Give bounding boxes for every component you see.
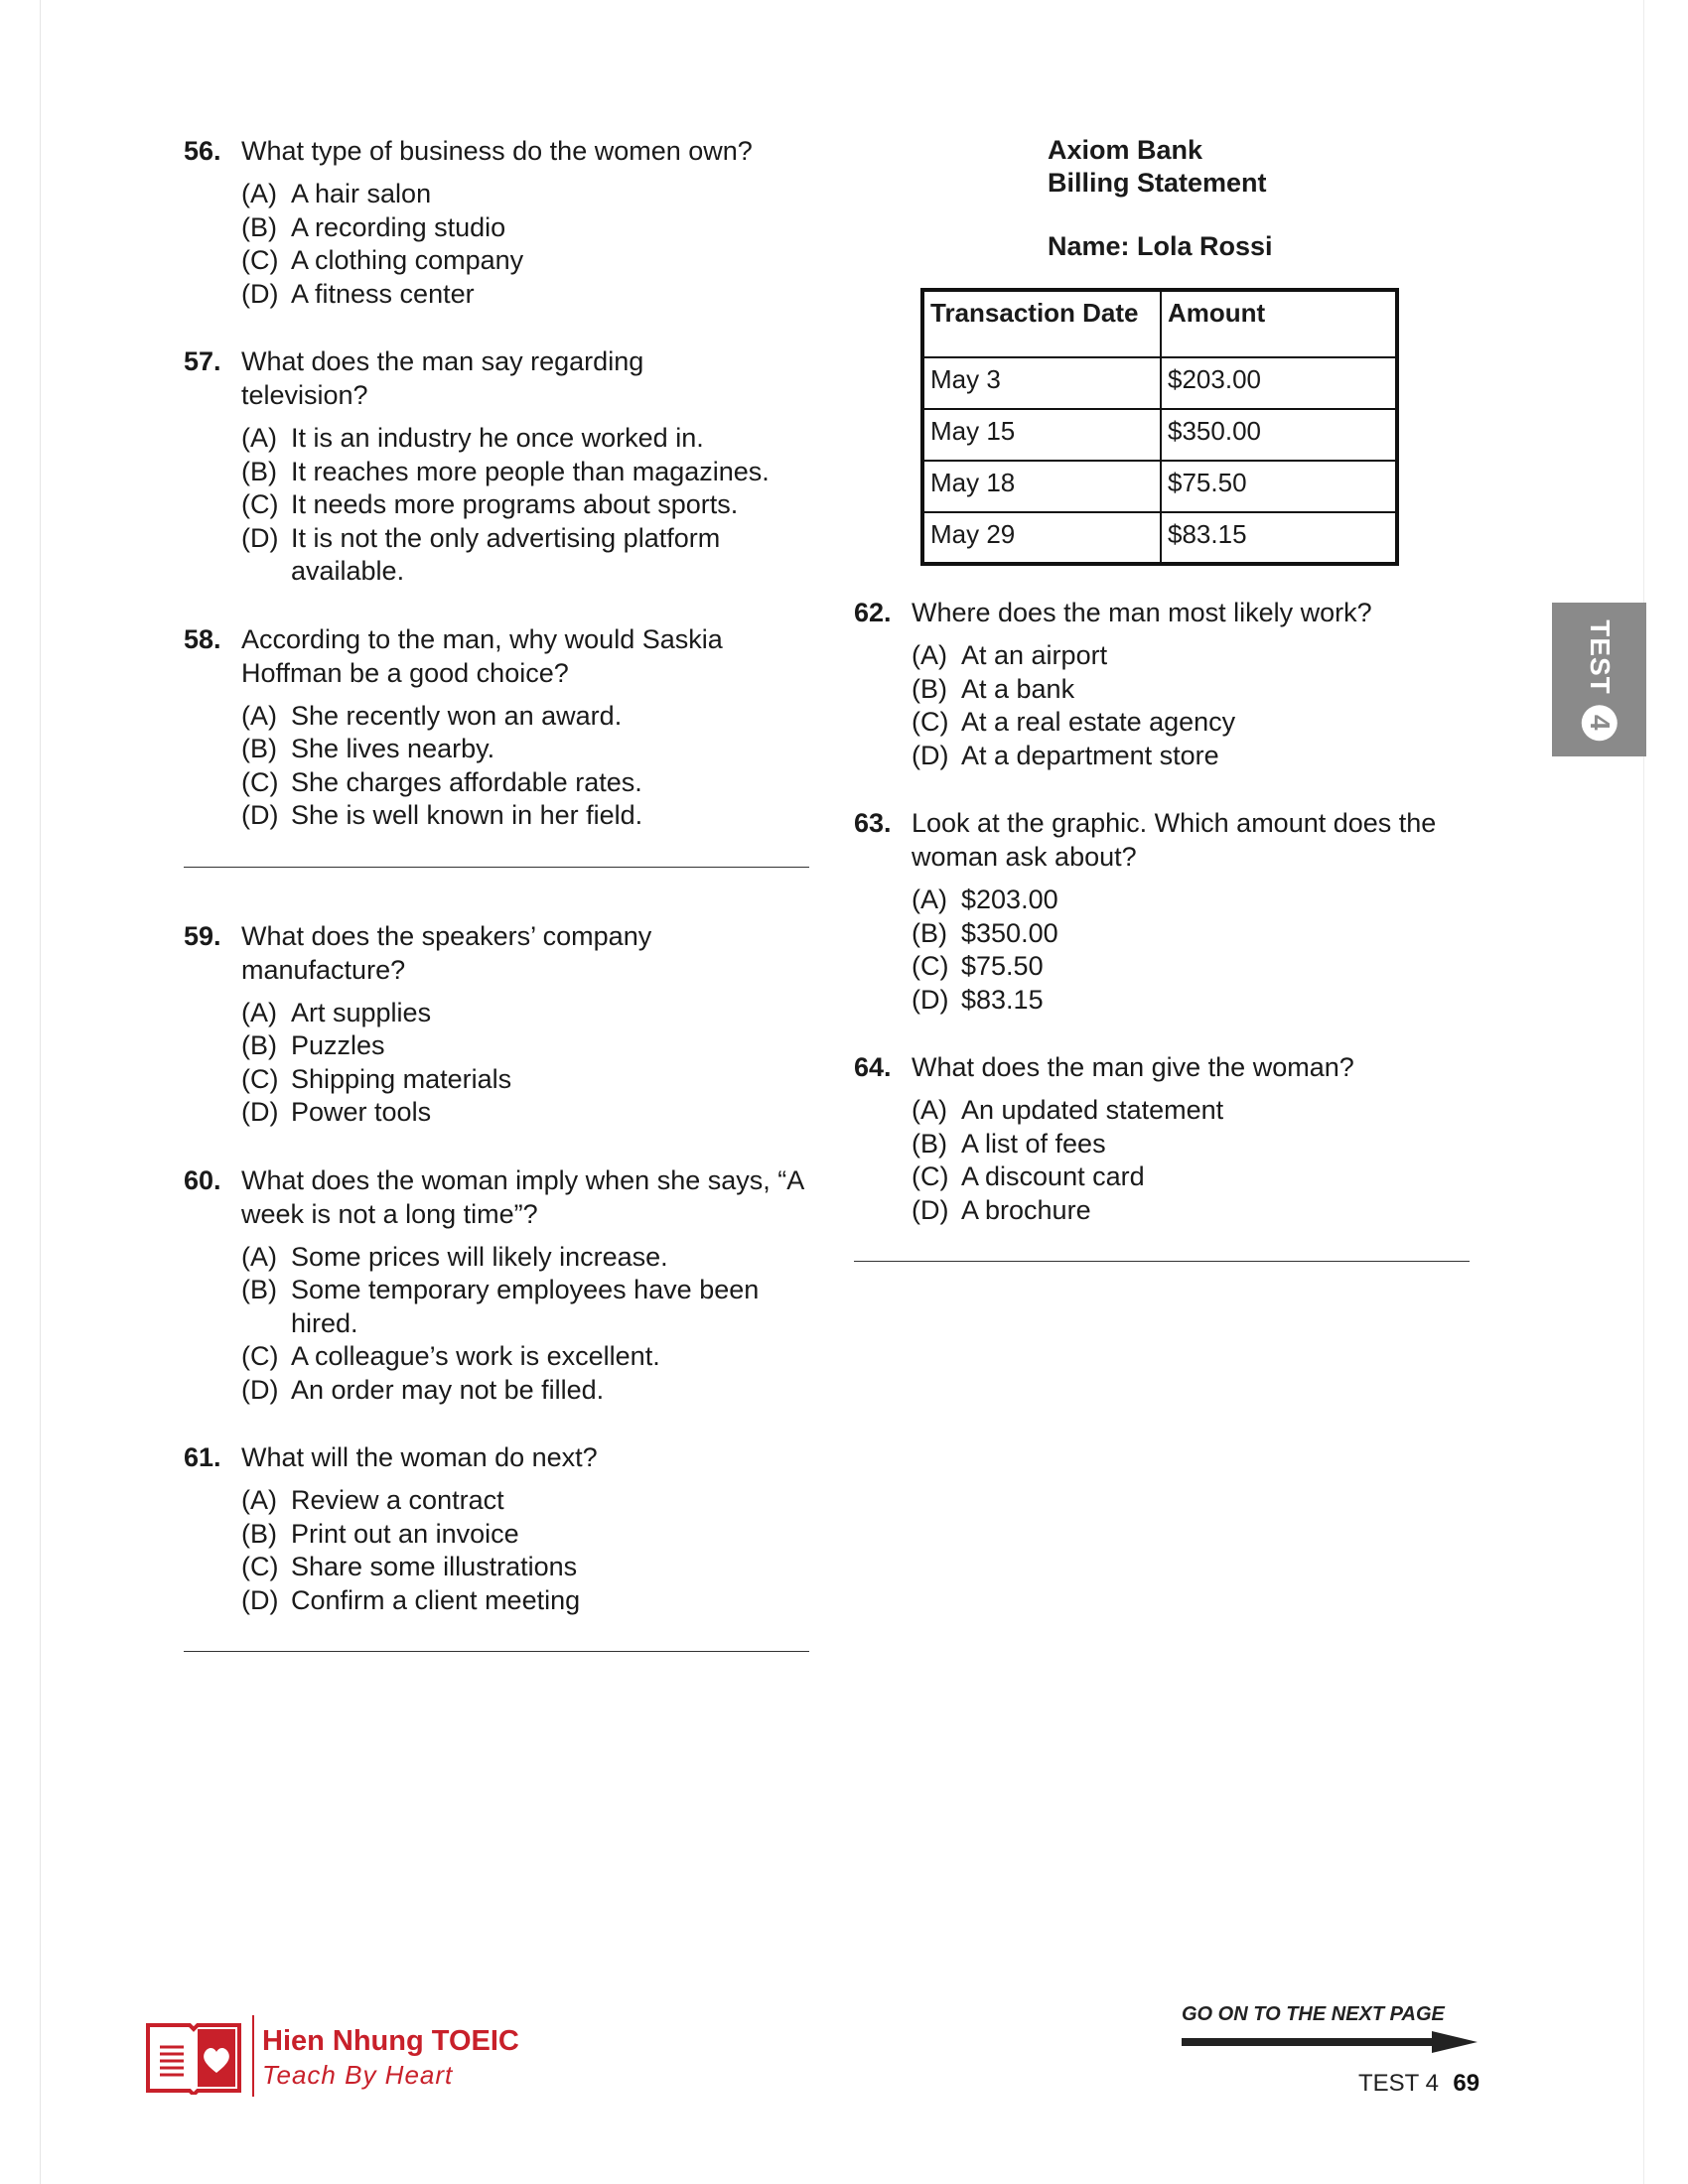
option-text: It is not the only advertising platform available. bbox=[291, 522, 721, 586]
table-row bbox=[922, 409, 1397, 461]
option-text: $203.00 bbox=[961, 885, 1058, 914]
customer-name: Name: Lola Rossi bbox=[1048, 231, 1273, 261]
section-divider bbox=[854, 1261, 1470, 1262]
tab-number-badge: 4 bbox=[1582, 704, 1618, 740]
option-b bbox=[912, 673, 1470, 707]
option-letter: (C) bbox=[912, 951, 949, 981]
question-57 bbox=[184, 344, 809, 589]
question-text: Look at the graphic. Which amount does the woman ask about? bbox=[912, 808, 1437, 872]
question-64 bbox=[854, 1050, 1470, 1227]
option-letter: (A) bbox=[241, 997, 277, 1027]
option-letter: (D) bbox=[912, 1194, 949, 1225]
option-text: A list of fees bbox=[961, 1128, 1106, 1159]
option-letter: (A) bbox=[241, 700, 277, 731]
option-letter: (D) bbox=[241, 1374, 279, 1405]
option-letter: (C) bbox=[241, 489, 279, 519]
option-letter: (C) bbox=[912, 707, 949, 737]
question-number: 60. bbox=[184, 1164, 221, 1195]
question-text: What does the speakers’ company manufacture? bbox=[241, 920, 652, 985]
option-letter: (C) bbox=[912, 1161, 949, 1191]
question-58 bbox=[184, 622, 809, 833]
page-footer bbox=[1358, 2070, 1479, 2098]
options-list bbox=[241, 700, 809, 833]
option-letter: (A) bbox=[241, 179, 277, 208]
option-letter: (C) bbox=[241, 1552, 279, 1581]
question-text: According to the man, why would Saskia Hoffman be a good choice? bbox=[241, 623, 723, 688]
option-d bbox=[241, 278, 809, 312]
option-letter: (B) bbox=[241, 456, 277, 486]
option-letter: (C) bbox=[241, 1341, 279, 1371]
book-heart-icon bbox=[144, 2017, 243, 2095]
option-c bbox=[241, 244, 809, 278]
table-row bbox=[922, 461, 1397, 512]
option-a bbox=[241, 1484, 809, 1518]
option-c bbox=[912, 706, 1470, 740]
brand-slogan: Teach By Heart bbox=[262, 2060, 454, 2090]
tab-label bbox=[1582, 619, 1618, 741]
option-text: Puzzles bbox=[291, 1030, 385, 1060]
option-text: An updated statement bbox=[961, 1095, 1224, 1125]
options-list bbox=[241, 997, 809, 1130]
option-text: A colleague’s work is excellent. bbox=[291, 1341, 660, 1371]
option-text: A brochure bbox=[961, 1194, 1091, 1225]
statement-title: Billing Statement bbox=[1048, 168, 1267, 198]
question-62 bbox=[854, 596, 1470, 772]
option-text: An order may not be filled. bbox=[291, 1374, 605, 1405]
options-list bbox=[912, 884, 1470, 1017]
option-c bbox=[241, 1551, 809, 1584]
option-d bbox=[912, 740, 1470, 773]
question-number: 62. bbox=[854, 598, 892, 627]
option-letter: (D) bbox=[241, 1584, 279, 1615]
option-text: At a bank bbox=[961, 673, 1075, 704]
option-a bbox=[241, 997, 809, 1030]
option-text: Art supplies bbox=[291, 997, 432, 1027]
option-b bbox=[241, 733, 809, 766]
question-number: 61. bbox=[184, 1442, 221, 1472]
option-letter: (B) bbox=[241, 1518, 277, 1549]
option-text: Print out an invoice bbox=[291, 1518, 519, 1549]
billing-statement-graphic bbox=[930, 134, 1470, 566]
option-d bbox=[241, 1096, 809, 1130]
option-a bbox=[241, 422, 809, 456]
option-b bbox=[241, 1029, 809, 1063]
question-number: 64. bbox=[854, 1052, 892, 1082]
arrow-right-icon bbox=[1182, 2031, 1479, 2053]
transaction-date: May 3 bbox=[922, 357, 1161, 409]
test-section-tab bbox=[1552, 603, 1646, 756]
option-letter: (B) bbox=[912, 917, 947, 948]
page-label: TEST 4 bbox=[1358, 2070, 1439, 2097]
section-divider bbox=[184, 867, 809, 868]
option-text: It is an industry he once worked in. bbox=[291, 423, 704, 453]
option-letter: (B) bbox=[241, 211, 277, 242]
option-letter: (D) bbox=[241, 522, 279, 553]
option-text: At a department store bbox=[961, 740, 1219, 770]
tab-word: TEST bbox=[1584, 618, 1616, 695]
option-b bbox=[241, 456, 809, 489]
question-number: 56. bbox=[184, 136, 221, 166]
amount: $203.00 bbox=[1161, 357, 1397, 409]
option-letter: (D) bbox=[241, 278, 279, 309]
question-number: 57. bbox=[184, 346, 221, 376]
column-header: Amount bbox=[1161, 290, 1397, 357]
option-a bbox=[912, 1094, 1470, 1128]
table-header-row bbox=[922, 290, 1397, 357]
transaction-date: May 29 bbox=[922, 512, 1161, 564]
option-d bbox=[912, 984, 1470, 1018]
section-divider bbox=[184, 1651, 809, 1652]
options-list bbox=[241, 1241, 809, 1408]
question-number: 63. bbox=[854, 808, 892, 838]
option-letter: (A) bbox=[241, 1241, 277, 1272]
option-text: $350.00 bbox=[961, 917, 1058, 948]
question-text: What does the man give the woman? bbox=[912, 1052, 1354, 1082]
options-list bbox=[912, 1094, 1470, 1227]
options-list bbox=[912, 639, 1470, 772]
option-c bbox=[912, 1160, 1470, 1194]
page-number: 69 bbox=[1453, 2070, 1480, 2097]
question-text: What type of business do the women own? bbox=[241, 136, 753, 166]
option-letter: (B) bbox=[241, 1275, 277, 1304]
page-edge-left bbox=[40, 0, 41, 2184]
question-63 bbox=[854, 806, 1470, 1017]
right-column bbox=[854, 134, 1470, 1313]
option-text: A discount card bbox=[961, 1161, 1145, 1191]
option-text: A fitness center bbox=[291, 278, 475, 309]
option-text: She is well known in her field. bbox=[291, 800, 643, 830]
option-c bbox=[241, 1063, 809, 1097]
option-text: A clothing company bbox=[291, 245, 524, 275]
transaction-date: May 15 bbox=[922, 409, 1161, 461]
amount: $350.00 bbox=[1161, 409, 1397, 461]
option-d bbox=[912, 1194, 1470, 1228]
option-c bbox=[241, 1340, 809, 1374]
option-letter: (B) bbox=[912, 1128, 947, 1159]
option-text: She recently won an award. bbox=[291, 700, 623, 731]
option-text: It needs more programs about sports. bbox=[291, 489, 739, 519]
option-letter: (D) bbox=[912, 740, 949, 770]
options-list bbox=[241, 178, 809, 311]
column-header: Transaction Date bbox=[922, 290, 1161, 357]
options-list bbox=[241, 422, 809, 589]
option-a bbox=[241, 178, 809, 211]
option-text: Review a contract bbox=[291, 1485, 504, 1515]
option-c bbox=[912, 950, 1470, 984]
option-text: At a real estate agency bbox=[961, 707, 1236, 737]
option-c bbox=[241, 766, 809, 800]
question-56 bbox=[184, 134, 809, 311]
option-text: Some temporary employees have been hired. bbox=[291, 1275, 760, 1338]
logo-divider bbox=[252, 2015, 254, 2097]
option-letter: (D) bbox=[241, 1097, 279, 1127]
option-text: Power tools bbox=[291, 1097, 432, 1127]
question-text: What does the man say regarding television? bbox=[241, 346, 644, 410]
amount: $83.15 bbox=[1161, 512, 1397, 564]
option-letter: (D) bbox=[241, 800, 279, 830]
option-b bbox=[241, 211, 809, 245]
question-text: What does the woman imply when she says, “A week is not a long time”? bbox=[241, 1164, 803, 1229]
bank-name: Axiom Bank bbox=[1048, 135, 1203, 165]
question-number: 59. bbox=[184, 920, 221, 951]
option-d bbox=[241, 1374, 809, 1408]
option-text: Shipping materials bbox=[291, 1063, 512, 1094]
page-edge-right bbox=[1643, 0, 1644, 2184]
option-letter: (B) bbox=[241, 734, 277, 763]
question-text: What will the woman do next? bbox=[241, 1442, 598, 1472]
option-a bbox=[912, 884, 1470, 917]
option-text: Confirm a client meeting bbox=[291, 1584, 581, 1615]
option-text: A hair salon bbox=[291, 179, 432, 208]
question-number: 58. bbox=[184, 623, 221, 654]
left-column bbox=[184, 134, 809, 1704]
option-text: It reaches more people than magazines. bbox=[291, 456, 770, 486]
option-letter: (D) bbox=[912, 984, 949, 1015]
option-a bbox=[241, 700, 809, 734]
go-on-notice bbox=[1182, 2003, 1479, 2053]
table-row bbox=[922, 357, 1397, 409]
option-letter: (A) bbox=[241, 423, 277, 453]
option-letter: (C) bbox=[241, 766, 279, 797]
option-letter: (B) bbox=[912, 673, 947, 704]
option-c bbox=[241, 488, 809, 522]
option-letter: (C) bbox=[241, 245, 279, 275]
brand-logo bbox=[144, 2015, 561, 2100]
option-d bbox=[241, 522, 758, 589]
option-text: $83.15 bbox=[961, 984, 1044, 1015]
option-d bbox=[241, 799, 809, 833]
option-letter: (A) bbox=[241, 1485, 277, 1515]
amount: $75.50 bbox=[1161, 461, 1397, 512]
option-text: She charges affordable rates. bbox=[291, 766, 642, 797]
option-a bbox=[241, 1241, 809, 1275]
option-text: A recording studio bbox=[291, 211, 506, 242]
option-a bbox=[912, 639, 1470, 673]
option-letter: (A) bbox=[912, 1095, 947, 1125]
option-text: She lives nearby. bbox=[291, 734, 495, 763]
go-on-text: GO ON TO THE NEXT PAGE bbox=[1182, 2003, 1445, 2025]
question-61 bbox=[184, 1440, 809, 1617]
option-text: At an airport bbox=[961, 640, 1108, 670]
option-text: Some prices will likely increase. bbox=[291, 1241, 668, 1272]
option-b bbox=[241, 1518, 809, 1552]
question-60 bbox=[184, 1163, 809, 1408]
option-b bbox=[912, 917, 1470, 951]
option-text: Share some illustrations bbox=[291, 1552, 578, 1581]
option-letter: (A) bbox=[912, 885, 947, 914]
option-text: $75.50 bbox=[961, 951, 1044, 981]
option-d bbox=[241, 1584, 809, 1618]
options-list bbox=[241, 1484, 809, 1617]
brand-name: Hien Nhung TOEIC bbox=[262, 2025, 519, 2057]
question-59 bbox=[184, 919, 809, 1130]
option-letter: (A) bbox=[912, 640, 947, 670]
option-b bbox=[241, 1274, 807, 1340]
billing-table bbox=[920, 288, 1399, 566]
table-row bbox=[922, 512, 1397, 564]
option-b bbox=[912, 1128, 1470, 1161]
transaction-date: May 18 bbox=[922, 461, 1161, 512]
option-letter: (C) bbox=[241, 1063, 279, 1094]
option-letter: (B) bbox=[241, 1030, 277, 1060]
question-text: Where does the man most likely work? bbox=[912, 598, 1372, 627]
